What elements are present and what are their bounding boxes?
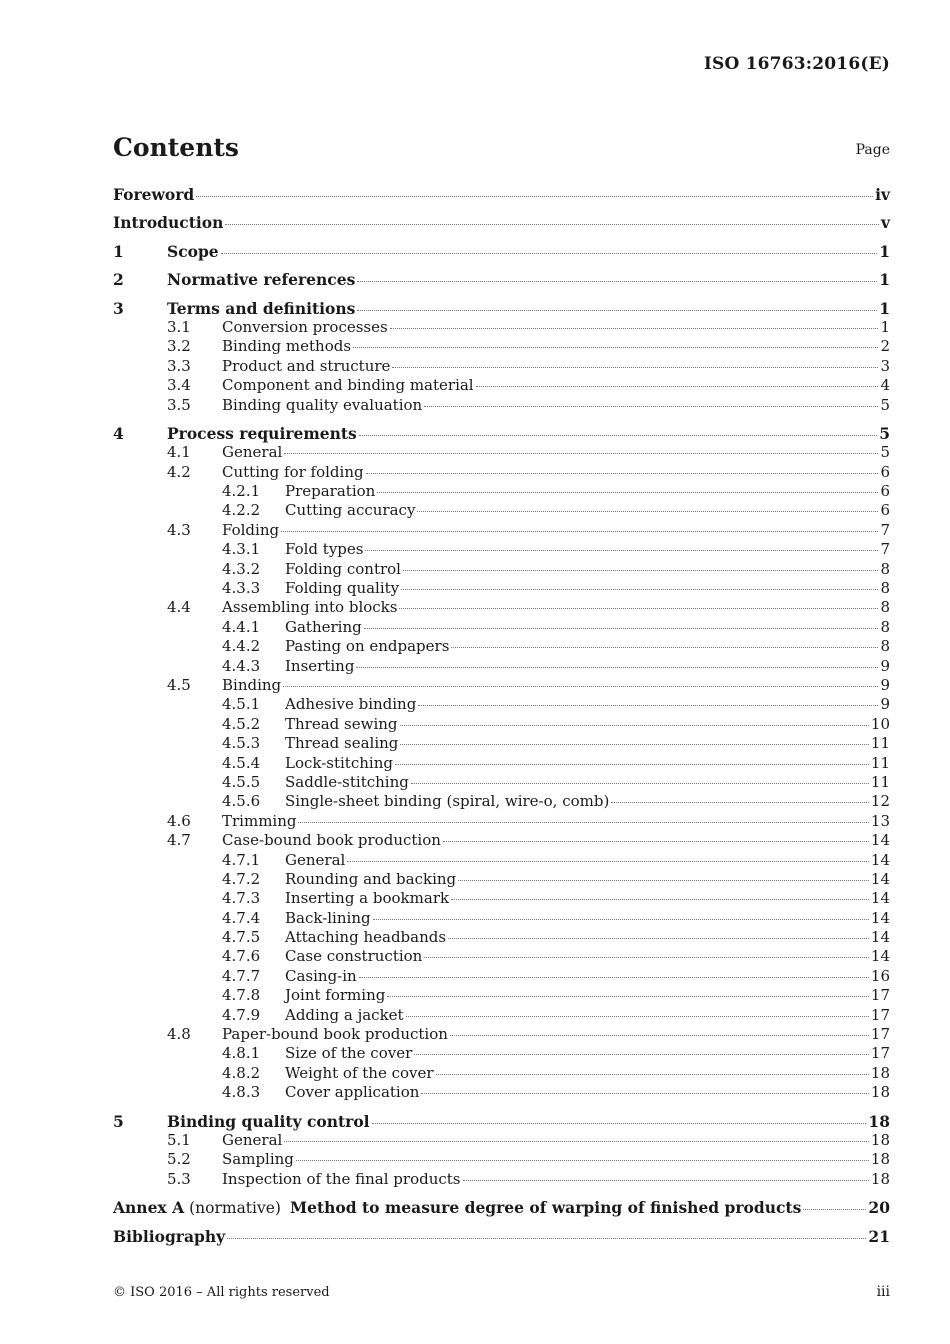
dot-leader: [353, 346, 878, 348]
dot-leader: [364, 627, 879, 629]
toc-entry-title: Case construction: [285, 947, 423, 966]
toc-entry-title: Inserting: [285, 656, 355, 675]
toc-entry[interactable]: [113, 337, 890, 356]
dot-leader: [401, 588, 878, 590]
toc-entry-page: 14: [870, 908, 890, 927]
toc-entry-title: Folding: [222, 520, 280, 539]
toc-entry-number: 4.4.1: [222, 617, 261, 636]
dot-leader: [476, 385, 879, 387]
toc-entry-number: 4.8.2: [222, 1063, 261, 1082]
toc-entry-page: 8: [880, 598, 890, 617]
toc-entry-page: 7: [880, 520, 890, 539]
toc-entry[interactable]: [113, 299, 890, 318]
toc-entry[interactable]: [113, 773, 890, 792]
toc-entry-page: 6: [880, 501, 890, 520]
toc-entry[interactable]: [113, 889, 890, 908]
dot-leader: [400, 724, 869, 726]
dot-leader: [451, 646, 878, 648]
toc-entry-title: Single-sheet binding (spiral, wire-o, comb): [285, 792, 610, 811]
toc-entry-title: Product and structure: [222, 356, 391, 375]
dot-leader: [377, 491, 878, 493]
toc-entry-page: 14: [870, 850, 890, 869]
dot-leader: [458, 879, 869, 881]
toc-entry-number: 4.5.1: [222, 695, 261, 714]
toc-entry[interactable]: [113, 357, 890, 376]
dot-leader: [418, 704, 878, 706]
page-column-label: Page: [855, 142, 890, 158]
toc-entry-title: Folding control: [285, 559, 401, 578]
annex-type: (normative): [189, 1199, 281, 1218]
toc-entry-number: 4.4.2: [222, 637, 261, 656]
toc-entry[interactable]: [113, 1150, 890, 1169]
toc-entry-number: 4.4: [167, 598, 191, 617]
toc-entry-title: Trimming: [222, 811, 297, 830]
toc-entry-page: 21: [868, 1226, 890, 1246]
toc-entry[interactable]: [113, 909, 890, 928]
toc-entry-number: 4.5.4: [222, 753, 261, 772]
toc-entry[interactable]: [113, 376, 890, 395]
dot-leader: [395, 763, 869, 765]
toc-entry-title: Scope: [167, 241, 219, 261]
dot-leader: [424, 405, 878, 407]
toc-entry[interactable]: [113, 1044, 890, 1063]
toc-entry[interactable]: [113, 715, 890, 734]
toc-entry-title: Folding quality: [285, 579, 400, 598]
toc-entry-page: 14: [870, 947, 890, 966]
toc-entry[interactable]: [113, 242, 890, 261]
toc-entry[interactable]: [113, 521, 890, 540]
toc-entry-page: 17: [870, 1005, 890, 1024]
dot-leader: [421, 1092, 869, 1094]
toc-entry-number: 4.8.1: [222, 1044, 261, 1063]
toc-entry-title: Introduction: [113, 213, 224, 233]
toc-entry-title: Gathering: [285, 617, 362, 636]
dot-leader: [196, 195, 873, 197]
dot-leader: [284, 1140, 869, 1142]
dot-leader: [359, 976, 869, 978]
toc-entry-page: 8: [880, 579, 890, 598]
dot-leader: [436, 1073, 869, 1075]
toc-entry[interactable]: [113, 579, 890, 598]
dot-leader: [283, 685, 878, 687]
table-of-contents: [113, 185, 890, 1246]
toc-entry[interactable]: [113, 1198, 890, 1217]
toc-entry-title: Weight of the cover: [285, 1063, 434, 1082]
toc-entry[interactable]: [113, 851, 890, 870]
toc-entry-page: 6: [880, 462, 890, 481]
dot-leader: [373, 918, 869, 920]
toc-entry-number: 4.3: [167, 520, 191, 539]
toc-entry-title: Foreword: [113, 185, 195, 204]
toc-entry-page: 9: [880, 656, 890, 675]
dot-leader: [400, 743, 869, 745]
toc-entry-page: 20: [868, 1198, 890, 1218]
toc-entry-number: 4.7.5: [222, 928, 261, 947]
toc-entry-title: Back-lining: [285, 908, 371, 927]
toc-entry-number: 4.2.2: [222, 501, 261, 520]
dot-leader: [390, 327, 879, 329]
toc-entry-page: 12: [870, 792, 890, 811]
toc-entry-number: 3.2: [167, 337, 191, 356]
toc-entry[interactable]: [113, 213, 890, 232]
toc-entry[interactable]: [113, 424, 890, 443]
toc-entry-page: 11: [870, 753, 890, 772]
dot-leader: [365, 549, 878, 551]
toc-entry-title: Normative references: [167, 270, 356, 290]
dot-leader: [392, 366, 878, 368]
dot-leader: [372, 1122, 867, 1124]
toc-entry-title: Conversion processes: [222, 317, 388, 336]
toc-entry-page: 14: [870, 889, 890, 908]
toc-entry-page: 1: [879, 298, 890, 318]
toc-entry-title: Paper-bound book production: [222, 1025, 448, 1044]
toc-entry-page: 7: [880, 540, 890, 559]
toc-entry[interactable]: [113, 1170, 890, 1189]
dot-leader: [448, 937, 869, 939]
toc-entry-number: 4.7.1: [222, 850, 261, 869]
toc-entry-number: 4.7.2: [222, 869, 261, 888]
toc-entry[interactable]: [113, 598, 890, 617]
toc-entry-page: 18: [870, 1150, 890, 1169]
dot-leader: [357, 309, 877, 311]
toc-entry-title: Casing-in: [285, 966, 357, 985]
toc-entry-title: Terms and definitions: [167, 298, 356, 318]
toc-entry-page: 18: [870, 1169, 890, 1188]
toc-entry-page: 8: [880, 637, 890, 656]
toc-entry-number: 4.5.2: [222, 714, 261, 733]
toc-entry[interactable]: [113, 947, 890, 966]
toc-entry-title: Thread sewing: [285, 714, 398, 733]
dot-leader: [227, 1237, 866, 1239]
toc-entry-page: v: [880, 213, 890, 233]
toc-entry[interactable]: [113, 637, 890, 656]
toc-entry-title: Saddle-stitching: [285, 772, 409, 791]
toc-entry-title: Size of the cover: [285, 1044, 413, 1063]
toc-entry[interactable]: [113, 1112, 890, 1131]
toc-entry-page: 11: [870, 772, 890, 791]
toc-entry[interactable]: [113, 560, 890, 579]
toc-entry-number: 4.7.9: [222, 1005, 261, 1024]
toc-entry-number: 4.5.5: [222, 772, 261, 791]
toc-entry[interactable]: [113, 318, 890, 337]
toc-entry-page: 4: [880, 376, 890, 395]
toc-entry-title: Binding methods: [222, 337, 352, 356]
toc-entry-page: 1: [879, 270, 890, 290]
toc-entry-number: 4.4.3: [222, 656, 261, 675]
toc-entry[interactable]: [113, 1064, 890, 1083]
toc-entry-title: Preparation: [285, 482, 376, 501]
toc-entry-title: Process requirements: [167, 423, 357, 443]
toc-entry-number: 3.3: [167, 356, 191, 375]
dot-leader: [356, 666, 878, 668]
toc-entry-title: General: [222, 1130, 283, 1149]
toc-entry-number: 4.5.3: [222, 734, 261, 753]
dot-leader: [225, 223, 879, 225]
toc-entry-title: Adding a jacket: [285, 1005, 404, 1024]
toc-entry-number: 4.5: [167, 675, 191, 694]
toc-entry-page: 2: [880, 337, 890, 356]
dot-leader: [281, 530, 878, 532]
toc-entry[interactable]: [113, 870, 890, 889]
toc-entry[interactable]: [113, 396, 890, 415]
toc-entry-title: Inserting a bookmark: [285, 889, 450, 908]
toc-entry-title: General: [222, 443, 283, 462]
toc-entry-page: 9: [880, 675, 890, 694]
toc-entry[interactable]: [113, 501, 890, 520]
toc-entry-page: 11: [870, 734, 890, 753]
toc-entry-title: Sampling: [222, 1150, 294, 1169]
dot-leader: [450, 1034, 869, 1036]
dot-leader: [298, 821, 868, 823]
copyright-notice: © ISO 2016 – All rights reserved: [113, 1285, 330, 1300]
dot-leader: [387, 995, 869, 997]
dot-leader: [399, 607, 878, 609]
toc-entry-number: 4: [113, 423, 124, 443]
toc-entry-page: iv: [875, 185, 890, 204]
dot-leader: [296, 1159, 869, 1161]
toc-entry-title: General: [285, 850, 346, 869]
page-number: iii: [876, 1284, 890, 1300]
toc-entry[interactable]: [113, 1006, 890, 1025]
toc-entry[interactable]: [113, 695, 890, 714]
toc-entry[interactable]: [113, 792, 890, 811]
toc-entry-page: 18: [870, 1063, 890, 1082]
toc-entry-page: 5: [879, 423, 890, 443]
toc-entry-page: 5: [880, 395, 890, 414]
toc-entry[interactable]: [113, 1083, 890, 1102]
toc-entry-title: Cover application: [285, 1083, 420, 1102]
dot-leader: [424, 956, 869, 958]
toc-entry-page: 14: [870, 928, 890, 947]
toc-entry-number: 3.4: [167, 376, 191, 395]
toc-entry-number: 4.7.3: [222, 889, 261, 908]
toc-entry-number: 4.7.7: [222, 966, 261, 985]
dot-leader: [611, 801, 869, 803]
dot-leader: [357, 280, 877, 282]
toc-entry[interactable]: [113, 812, 890, 831]
toc-entry-title: Bibliography: [113, 1226, 226, 1246]
toc-entry-title: Binding quality evaluation: [222, 395, 423, 414]
toc-entry-number: 4.2: [167, 462, 191, 481]
toc-entry-title: Assembling into blocks: [222, 598, 398, 617]
toc-entry-number: 4.3.3: [222, 579, 261, 598]
annex-title: Method to measure degree of warping of finished products: [289, 1198, 802, 1218]
toc-entry-title: Annex A: [113, 1198, 185, 1218]
toc-entry[interactable]: [113, 754, 890, 773]
toc-entry-number: 4.3.1: [222, 540, 261, 559]
toc-entry-title: Attaching headbands: [285, 928, 447, 947]
toc-entry-page: 5: [880, 443, 890, 462]
toc-entry[interactable]: [113, 443, 890, 462]
dot-leader: [803, 1208, 866, 1210]
toc-entry-page: 17: [870, 1025, 890, 1044]
toc-entry-title: Lock-stitching: [285, 753, 393, 772]
toc-entry-page: 17: [870, 1044, 890, 1063]
toc-entry-page: 17: [870, 986, 890, 1005]
toc-entry-title: Adhesive binding: [285, 695, 417, 714]
toc-entry[interactable]: [113, 1227, 890, 1246]
toc-entry-title: Case-bound book production: [222, 831, 441, 850]
toc-entry-title: Pasting on endpapers: [285, 637, 450, 656]
toc-entry-number: 4.8: [167, 1025, 191, 1044]
toc-entry[interactable]: [113, 967, 890, 986]
toc-entry[interactable]: [113, 1025, 890, 1044]
dot-leader: [463, 1179, 869, 1181]
toc-entry-page: 1: [879, 241, 890, 261]
toc-entry-title: Binding quality control: [167, 1111, 370, 1131]
dot-leader: [411, 782, 869, 784]
toc-entry-number: 4.6: [167, 811, 191, 830]
toc-entry-number: 5.2: [167, 1150, 191, 1169]
toc-entry-page: 3: [880, 356, 890, 375]
toc-entry[interactable]: [113, 185, 890, 204]
toc-entry-number: 4.1: [167, 443, 191, 462]
toc-entry-title: Fold types: [285, 540, 364, 559]
toc-entry-title: Thread sealing: [285, 734, 399, 753]
dot-leader: [366, 472, 879, 474]
dot-leader: [284, 452, 878, 454]
toc-entry[interactable]: [113, 540, 890, 559]
toc-entry[interactable]: [113, 482, 890, 501]
toc-entry-number: 3: [113, 298, 124, 318]
toc-entry-title: Inspection of the final products: [222, 1169, 461, 1188]
toc-entry-page: 9: [880, 695, 890, 714]
toc-entry-number: 4.7.4: [222, 908, 261, 927]
toc-entry-page: 6: [880, 482, 890, 501]
contents-title: Contents: [113, 133, 240, 162]
toc-entry-number: 4.7: [167, 831, 191, 850]
toc-entry-number: 4.7.8: [222, 986, 261, 1005]
toc-entry-number: 4.7.6: [222, 947, 261, 966]
toc-entry[interactable]: [113, 618, 890, 637]
toc-entry-number: 2: [113, 270, 124, 290]
toc-entry-page: 14: [870, 869, 890, 888]
dot-leader: [451, 898, 869, 900]
dot-leader: [406, 1015, 869, 1017]
toc-entry-number: 5: [113, 1111, 124, 1131]
toc-entry-page: 18: [868, 1111, 890, 1131]
document-id: ISO 16763:2016(E): [703, 54, 890, 74]
toc-entry-page: 8: [880, 559, 890, 578]
dot-leader: [347, 860, 869, 862]
toc-entry-page: 1: [880, 317, 890, 336]
toc-entry[interactable]: [113, 657, 890, 676]
toc-entry-title: Rounding and backing: [285, 869, 457, 888]
dot-leader: [414, 1053, 869, 1055]
dot-leader: [221, 252, 878, 254]
toc-entry[interactable]: [113, 676, 890, 695]
toc-entry-page: 10: [870, 714, 890, 733]
toc-entry[interactable]: [113, 986, 890, 1005]
dot-leader: [403, 569, 878, 571]
toc-entry-title: Cutting accuracy: [285, 501, 416, 520]
toc-entry-number: 4.5.6: [222, 792, 261, 811]
toc-entry[interactable]: [113, 1131, 890, 1150]
toc-entry-page: 14: [870, 831, 890, 850]
toc-entry-page: 18: [870, 1130, 890, 1149]
toc-entry[interactable]: [113, 831, 890, 850]
toc-entry[interactable]: [113, 270, 890, 289]
toc-entry-title: Cutting for folding: [222, 462, 364, 481]
dot-leader: [417, 510, 878, 512]
toc-entry[interactable]: [113, 463, 890, 482]
toc-entry-number: 3.5: [167, 395, 191, 414]
toc-entry-page: 16: [870, 966, 890, 985]
toc-entry-page: 18: [870, 1083, 890, 1102]
toc-entry-number: 1: [113, 241, 124, 261]
toc-entry-number: 3.1: [167, 317, 191, 336]
toc-entry-page: 8: [880, 617, 890, 636]
dot-leader: [443, 840, 869, 842]
dot-leader: [359, 434, 877, 436]
toc-entry-number: 5.3: [167, 1169, 191, 1188]
toc-entry-title: Binding: [222, 675, 282, 694]
toc-entry[interactable]: [113, 928, 890, 947]
toc-entry-number: 4.8.3: [222, 1083, 261, 1102]
toc-entry-page: 13: [870, 811, 890, 830]
toc-entry-number: 4.3.2: [222, 559, 261, 578]
toc-entry-number: 5.1: [167, 1130, 191, 1149]
toc-entry-title: Component and binding material: [222, 376, 474, 395]
toc-entry-number: 4.2.1: [222, 482, 261, 501]
toc-entry[interactable]: [113, 734, 890, 753]
toc-entry-title: Joint forming: [285, 986, 386, 1005]
